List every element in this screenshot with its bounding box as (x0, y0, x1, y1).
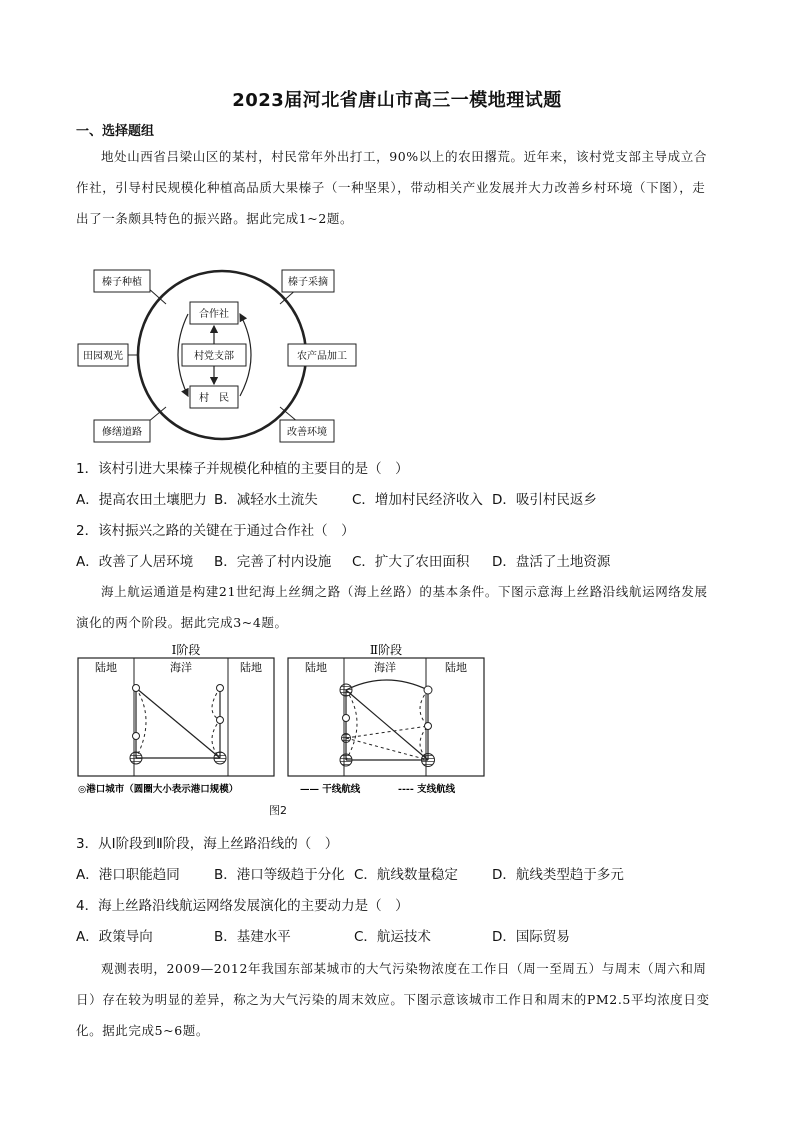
legend-trunk-route: —— 干线航线 (300, 784, 361, 795)
q4-option-a[interactable]: A．政策导向 (76, 929, 153, 945)
q3-option-d[interactable]: D．航线类型趋于多元 (492, 867, 624, 883)
q3-option-a[interactable]: A．港口职能趋同 (76, 867, 180, 883)
question-3: 3．从Ⅰ阶段到Ⅱ阶段，海上丝路沿线的（ ） (76, 836, 339, 852)
q4-option-b[interactable]: B．基建水平 (214, 929, 291, 945)
question-2: 2．该村振兴之路的关键在于通过合作社（ ） (76, 523, 355, 539)
stage1-land-right: 陆地 (240, 661, 262, 674)
label-picking: 榛子采摘 (288, 277, 328, 288)
stage1-label: Ⅰ阶段 (171, 643, 201, 657)
stage1-ocean: 海洋 (170, 661, 192, 674)
figure-2-caption: 图2 (269, 804, 287, 817)
q3-option-b[interactable]: B．港口等级趋于分化 (214, 867, 345, 883)
label-party-branch: 村党支部 (194, 351, 234, 362)
label-processing: 农产品加工 (297, 351, 347, 362)
q1-option-a[interactable]: A．提高农田土壤肥力 (76, 492, 207, 508)
q1-option-c[interactable]: C．增加村民经济收入 (352, 492, 483, 508)
label-tourism: 田园观光 (83, 351, 123, 362)
label-environment: 改善环境 (287, 427, 327, 438)
q2-option-c[interactable]: C．扩大了农田面积 (352, 554, 470, 570)
page-title: 2023届河北省唐山市高三一模地理试题 (232, 90, 562, 111)
label-villagers: 村 民 (199, 393, 229, 404)
section-heading: 一、选择题组 (76, 124, 155, 139)
legend-branch-route: ---- 支线航线 (398, 784, 456, 795)
label-planting: 榛子种植 (102, 277, 142, 288)
label-cooperative: 合作社 (199, 309, 229, 320)
question-1: 1．该村引进大果榛子并规模化种植的主要目的是（ ） (76, 461, 409, 477)
stage1-land-left: 陆地 (95, 661, 117, 674)
q1-option-b[interactable]: B．减轻水土流失 (214, 492, 318, 508)
shipping-network-diagram (76, 640, 496, 800)
q3-option-c[interactable]: C．航线数量稳定 (354, 867, 458, 883)
legend-port-city: ◎港口城市（圆圈大小表示港口规模） (78, 784, 239, 795)
stage2-land-left: 陆地 (305, 661, 327, 674)
q2-option-d[interactable]: D．盘活了土地资源 (492, 554, 611, 570)
stage2-label: Ⅱ阶段 (369, 643, 403, 657)
passage-3: 观测表明，2009—2012年我国东部某城市的大气污染物浓度在工作日（周一至周五）与周末（周六和周日）存在较为明显的差异，称之为大气污染的周末效应。下图示意该城市工作日和周末的PM2.5平均浓度日变化。据此完成5~6题。 (76, 961, 710, 1038)
passage-1: 地处山西省吕梁山区的某村，村民常年外出打工，90%以上的农田撂荒。近年来，该村党支部主导成立合作社，引导村民规模化种植高品质大果榛子（一种坚果），带动相关产业发展并大力改善乡村环境（下图），走出了一条颇具特色的振兴路。据此完成1~2题。 (76, 149, 707, 226)
q1-option-d[interactable]: D．吸引村民返乡 (492, 492, 597, 508)
label-roads: 修缮道路 (102, 427, 142, 438)
stage2-land-right: 陆地 (445, 661, 467, 674)
q4-option-c[interactable]: C．航运技术 (354, 929, 431, 945)
question-4: 4．海上丝路沿线航运网络发展演化的主要动力是（ ） (76, 898, 409, 914)
q2-option-b[interactable]: B．完善了村内设施 (214, 554, 332, 570)
village-revitalization-diagram (76, 262, 366, 444)
passage-2: 海上航运通道是构建21世纪海上丝绸之路（海上丝路）的基本条件。下图示意海上丝路沿线航运网络发展演化的两个阶段。据此完成3~4题。 (76, 584, 708, 630)
stage2-ocean: 海洋 (374, 661, 396, 674)
q2-option-a[interactable]: A．改善了人居环境 (76, 554, 194, 570)
q4-option-d[interactable]: D．国际贸易 (492, 929, 570, 945)
